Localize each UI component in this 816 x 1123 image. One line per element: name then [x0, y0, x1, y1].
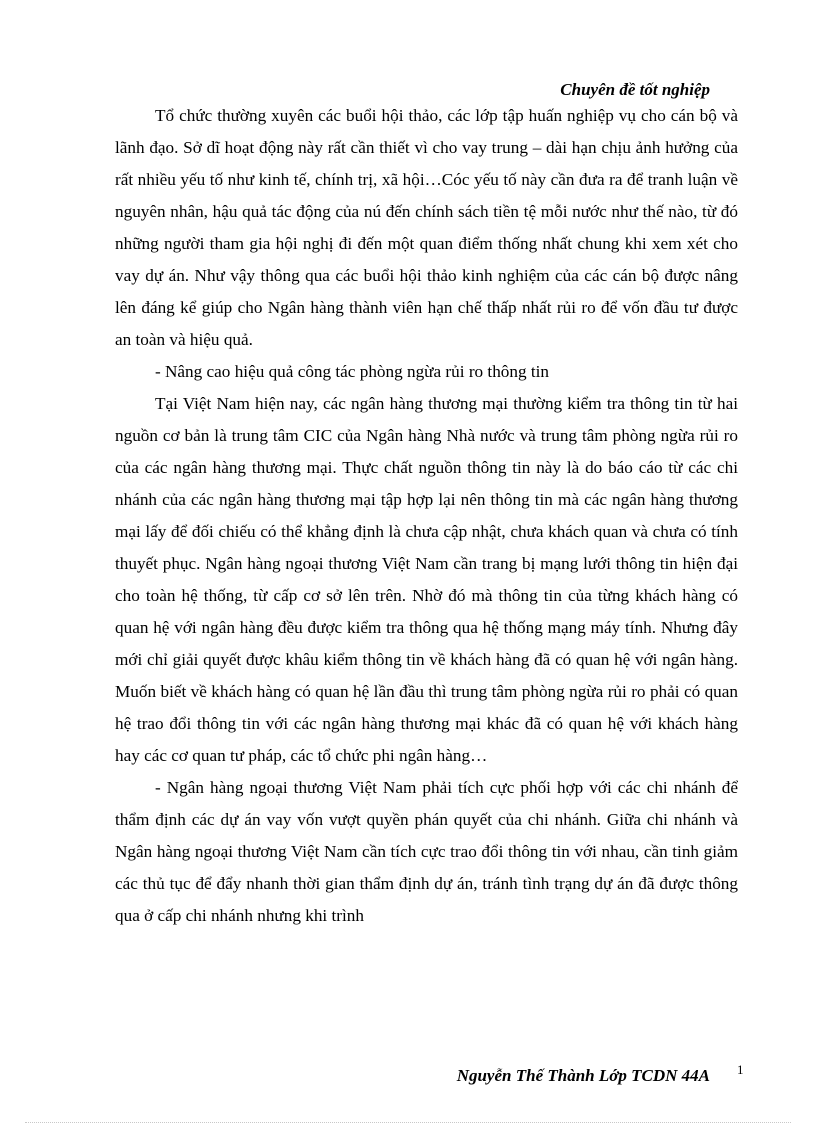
- page-number: 1: [737, 1062, 744, 1077]
- header-title: Chuyên đề tốt nghiệp: [560, 80, 710, 99]
- paragraph-vietnam-banks: Tại Việt Nam hiện nay, các ngân hàng thương mại thường kiểm tra thông tin từ hai nguồn cơ bản là trung tâm CIC của Ngân hàng Nhà nước và trung tâm phòng ngừa rủi ro của các ngân hàng thương mại. Thực chất nguồn thông tin này là do báo cáo từ các chi nhánh của các ngân hàng thương mại tập hợp lại nên thông tin mà các ngân hàng thương mại lấy để đối chiếu có thể khẳng định là chưa cập nhật, chưa khách quan và chưa có tính thuyết phục. Ngân hàng ngoại thương Việt Nam cần trang bị mạng lưới thông tin hiện đại cho toàn hệ thống, từ cấp cơ sở lên trên. Nhờ đó mà thông tin của từng khách hàng có quan hệ với ngân hàng đều được kiểm tra thông qua hệ thống mạng máy tính. Nhưng đây mới chỉ giải quyết được khâu kiểm thông tin về khách hàng đã có quan hệ với ngân hàng. Muốn biết về khách hàng có quan hệ lần đầu thì trung tâm phòng ngừa rủi ro phải có quan hệ trao đổi thông tin với các ngân hàng thương mại khác đã có quan hệ với khách hàng hay các cơ quan tư pháp, các tổ chức phi ngân hàng…: [115, 394, 738, 765]
- paragraph-risk-info-heading: - Nâng cao hiệu quả công tác phòng ngừa rủi ro thông tin: [155, 362, 550, 381]
- body-text: [115, 100, 738, 932]
- paragraph-coordination: - Ngân hàng ngoại thương Việt Nam phải tích cực phối hợp với các chi nhánh để thẩm định các dự án vay vốn vượt quyền phán quyết của chi nhánh. Giữa chi nhánh và Ngân hàng ngoại thương Việt Nam cần tích cực trao đổi thông tin với nhau, cần tinh giảm các thủ tục để đẩy nhanh thời gian thẩm định dự án, tránh tình trạng dự án đã được thông qua ở cấp chi nhánh nhưng khi trình: [115, 778, 738, 925]
- paragraph-seminars: Tổ chức thường xuyên các buổi hội thảo, các lớp tập huấn nghiệp vụ cho cán bộ và lãnh đạo. Sở dĩ hoạt động này rất cần thiết vì cho vay trung – dài hạn chịu ảnh hưởng của rất nhiều yếu tố như kinh tế, chính trị, xã hội…Cóc yếu tố này cần đưa ra để tranh luận về nguyên nhân, hậu quả tác động của nú đến chính sách tiền tệ mỗi nước như thế nào, từ đó những người tham gia hội nghị đi đến một quan điểm thống nhất chung khi xem xét cho vay dự án. Như vậy thông qua các buổi hội thảo kinh nghiệm của các cán bộ được nâng lên đáng kể giúp cho Ngân hàng thành viên hạn chế thấp nhất rủi ro để vốn đầu tư được an toàn và hiệu quả.: [115, 106, 738, 349]
- footer-author: Nguyễn Thế Thành Lớp TCDN 44A: [456, 1066, 710, 1085]
